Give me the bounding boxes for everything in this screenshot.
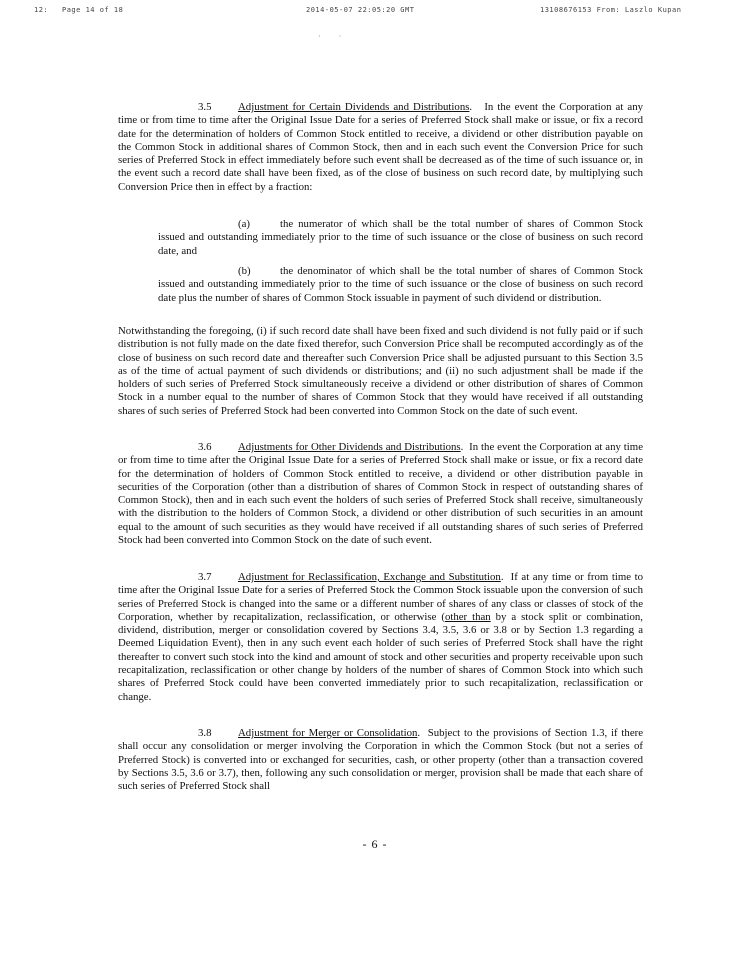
fax-header-page: Page 14 of 18 — [62, 6, 124, 14]
section-title: Adjustment for Merger or Consolidation — [238, 727, 418, 739]
fax-header-date: 2014-05-07 22:05:20 GMT — [306, 6, 415, 14]
section-3-8: 3.8 Adjustment for Merger or Consolidation. Subject to the provisions of Section 1.3, if there shall occur any consolidation or merger involving the Corporation in which the Common Stock (but not a series of Preferred Stock) is converted into or exchanged for securities, cash, or other property (other than a transaction covered by Sections 3.5, 3.6 or 3.7), then, following any such consolidation or merger, provision shall be made that each share of such series of Preferred Stock shall — [118, 727, 643, 793]
section-number: 3.7 — [198, 571, 212, 583]
subclause-text: the numerator of which shall be the total number of shares of Common Stock issued and outstanding immediately prior to the time of such issuance or the close of business on such record date, and — [158, 218, 643, 257]
section-body: Subject to the provisions of Section 1.3, if there shall occur any consolidation or merger involving the Corporation in which the Common Stock (but not a series of Preferred Stock) is converted into or exchanged for securities, cash, or other property (other than a transaction covered by Sections 3.5, 3.6 or 3.7), then, following any such consolidation or merger, provision shall be made that each share of such series of Preferred Stock shall — [118, 727, 643, 793]
fax-header-from: 13108676153 From: Laszlo Kupan — [540, 6, 682, 14]
section-number: 3.8 — [198, 727, 212, 739]
subclause-label: (b) — [238, 265, 251, 277]
page-number: - 6 - — [362, 837, 388, 851]
scan-specks: · · — [318, 32, 342, 41]
section-title: Adjustment for Reclassification, Exchange and Substitution — [238, 571, 501, 583]
subclause-label: (a) — [238, 218, 250, 230]
section-body-end: by a stock split or combination, dividend, distribution, merger or consolidation covered by Sections 3.4, 3.5, 3.6 or 3.8 or by Section 1.3 regarding a Deemed Liquidation Event), then in any such event each holder of such series of Preferred Stock shall have the right thereafter to convert such stock into the kind and amount of stock and other securities and property receivable upon such recapitalization, reclassification or other change by holders of the number of shares of Common Stock into which such shares of Preferred Stock could have been converted immediately prior to such recapitalization, reclassification or change. — [118, 610, 643, 703]
fax-header-left: 12: — [34, 6, 49, 14]
notwithstanding-paragraph — [118, 325, 643, 418]
section-title: Adjustments for Other Dividends and Distributions — [238, 441, 461, 453]
section-3-6: 3.6 Adjustments for Other Dividends and Distributions. In the event the Corporation at any time or from time to time after the Original Issue Date for a series of Preferred Stock shall make or issue, or fix a record date for the determination of holders of Common Stock entitled to receive, a dividend or other distribution payable in securities of the Corporation (other than a distribution of shares of Common Stock in respect of outstanding shares of Common Stock), then and in each such event the holders of such series of Preferred Stock shall receive, simultaneously with the distribution to the holders of Common Stock, a dividend or other distribution of such securities in an amount equal to the amount of such securities as they would have received if all outstanding shares of such series of Preferred Stock had been converted into Common Stock on the date of such event. — [118, 441, 643, 547]
subclause-text: the denominator of which shall be the total number of shares of Common Stock issued and outstanding immediately prior to the time of such issuance or the close of business on such record date plus the number of shares of Common Stock issuable in payment of such dividend or distribution. — [158, 265, 643, 304]
notwithstanding-text: Notwithstanding the foregoing, (i) if such record date shall have been fixed and such dividend is not fully paid or if such distribution is not fully made on the date fixed therefor, such Conversion Price shall be recomputed accordingly as of the close of business on such record date and thereafter such Conversion Price shall be adjusted pursuant to this Section 3.5 as of the time of actual payment of such dividends or distributions; and (ii) no such adjustment shall be made if the holders of such series of Preferred Stock simultaneously receive a dividend or other distribution of shares of Common Stock in a number equal to the number of shares of Common Stock that they would have received if all outstanding shares of such series of Preferred Stock had been converted into Common Stock on the date of such event. — [118, 325, 643, 417]
other-than-underlined: other than — [444, 610, 491, 623]
section-number: 3.6 — [198, 441, 212, 453]
subclause-b — [158, 265, 643, 305]
section-3-5: 3.5 Adjustment for Certain Dividends and Distributions. In the event the Corporation at any time or from time to time after the Original Issue Date for a series of Preferred Stock shall make or issue, or fix a record date for the determination of holders of Common Stock entitled to receive, a dividend or other distribution payable on the Common Stock in additional shares of Common Stock, then and in each such event the Conversion Price for such series of Preferred Stock in effect immediately before such event shall be decreased as of the time of such issuance or, in the event such a record date shall have been fixed, as of the close of business on such record date, by multiplying such Conversion Price then in effect by a fraction: — [118, 101, 643, 193]
section-3-7: 3.7 Adjustment for Reclassification, Exchange and Substitution. If at any time or from time to time after the Original Issue Date for a series of Preferred Stock the Common Stock issuable upon the conversion of such series of Preferred Stock is changed into the same or a different number of shares of any class or classes of stock of the Corporation, whether by recapitalization, reclassification, or otherwise (other than by a stock split or combination, dividend, distribution, merger or consolidation covered by Sections 3.4, 3.5, 3.6 or 3.8 or by Section 1.3 regarding a Deemed Liquidation Event), then in any such event each holder of such series of Preferred Stock shall have the right thereafter to convert such stock into the kind and amount of stock and other securities and property receivable upon such recapitalization, reclassification or other change by holders of the number of shares of Common Stock into which such shares of Preferred Stock could have been converted immediately prior to such recapitalization, reclassification or change. — [118, 571, 643, 703]
section-body-start: If at any time or from time to time after the Original Issue Date for a series of Preferred Stock the Common Stock issuable upon the conversion of such series of Preferred Stock is changed into the same or a different number of shares of any class or classes of stock of the Corporation, whether by recapitalization, reclassification, or otherwise ( — [118, 571, 643, 623]
section-title: Adjustment for Certain Dividends and Distributions — [238, 101, 470, 113]
section-number: 3.5 — [198, 101, 212, 113]
fax-header — [0, 4, 750, 18]
section-body: In the event the Corporation at any time or from time to time after the Original Issue Date for a series of Preferred Stock shall make or issue, or fix a record date for the determination of holders of Common Stock entitled to receive, a dividend or other distribution payable on the Common Stock in additional shares of Common Stock, then and in each such event the Conversion Price for such series of Preferred Stock in effect immediately before such event shall be decreased as of the time of such issuance or, in the event such a record date shall have been fixed, as of the close of business on such record date, by multiplying such Conversion Price then in effect by a fraction: — [118, 101, 643, 193]
subclause-a — [158, 218, 643, 258]
section-body: In the event the Corporation at any time or from time to time after the Original Issue Date for a series of Preferred Stock shall make or issue, or fix a record date for the determination of holders of Common Stock entitled to receive, a dividend or other distribution payable in securities of the Corporation (other than a distribution of shares of Common Stock in respect of outstanding shares of Common Stock), then and in each such event the holders of such series of Preferred Stock shall receive, simultaneously with the distribution to the holders of Common Stock, a dividend or other distribution of such securities in an amount equal to the amount of such securities as they would have received if all outstanding shares of such series of Preferred Stock had been converted into Common Stock on the date of such event. — [118, 441, 643, 547]
